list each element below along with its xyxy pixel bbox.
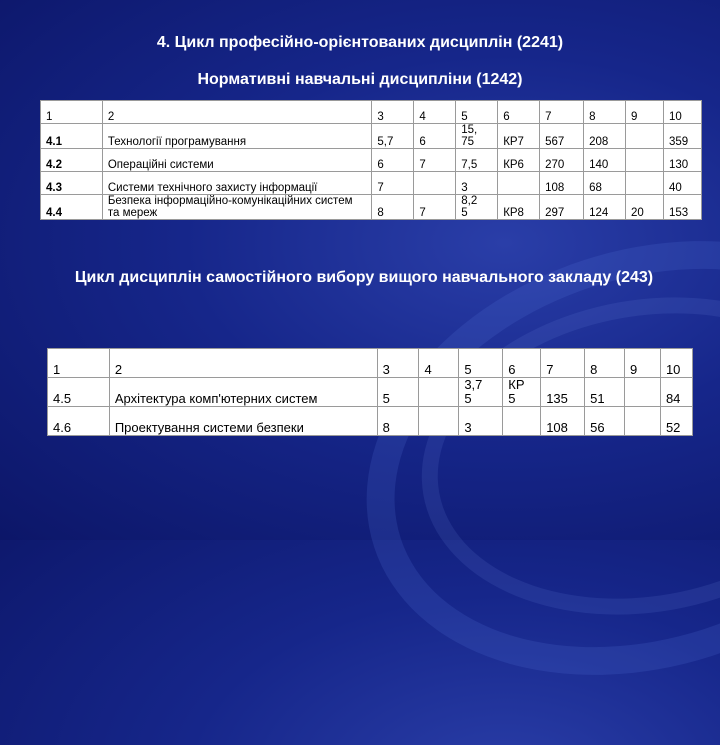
table-cell <box>419 407 459 436</box>
table-cell: 4.5 <box>48 378 110 407</box>
table-cell <box>626 172 664 195</box>
table-cell: КР 5 <box>503 378 541 407</box>
table-cell: 270 <box>540 149 584 172</box>
table-cell: Технології програмування <box>102 124 372 149</box>
table-cell <box>626 124 664 149</box>
table-cell: Проектування системи безпеки <box>109 407 377 436</box>
normative-disciplines-table <box>40 100 702 220</box>
table-row <box>48 378 693 407</box>
table-header-cell: 4 <box>419 349 459 378</box>
table-cell: 4.2 <box>41 149 103 172</box>
table-cell: 15, 75 <box>456 124 498 149</box>
table-cell: Операційні системи <box>102 149 372 172</box>
table-cell: 208 <box>584 124 626 149</box>
table-cell: 3,7 5 <box>459 378 503 407</box>
table-cell <box>419 378 459 407</box>
table-header-cell: 1 <box>48 349 110 378</box>
table-header-cell: 4 <box>414 101 456 124</box>
table-cell: 135 <box>541 378 585 407</box>
table-header-cell: 8 <box>584 101 626 124</box>
table-cell: 567 <box>540 124 584 149</box>
table-header-cell: 5 <box>456 101 498 124</box>
table-cell: КР8 <box>498 195 540 220</box>
table-cell: 7,5 <box>456 149 498 172</box>
table-cell: 56 <box>585 407 625 436</box>
table-header-cell: 6 <box>498 101 540 124</box>
table-row <box>48 407 693 436</box>
table-cell: 40 <box>663 172 701 195</box>
slide-heading-normative: Нормативні навчальні дисципліни (1242) <box>197 71 523 88</box>
table-cell: КР7 <box>498 124 540 149</box>
table-cell: 5,7 <box>372 124 414 149</box>
table-cell: 6 <box>372 149 414 172</box>
table-header-cell: 10 <box>660 349 692 378</box>
table-header-row <box>48 349 693 378</box>
table-cell: 124 <box>584 195 626 220</box>
table-header-cell: 2 <box>109 349 377 378</box>
table-cell <box>625 378 661 407</box>
table-cell: 108 <box>540 172 584 195</box>
table-cell: 4.1 <box>41 124 103 149</box>
table-cell: 84 <box>660 378 692 407</box>
table-cell: КР6 <box>498 149 540 172</box>
table-cell: 297 <box>540 195 584 220</box>
table-row <box>41 149 702 172</box>
table-header-cell: 10 <box>663 101 701 124</box>
slide-heading-cycle: 4. Цикл професійно-орієнтованих дисциплін (2241) <box>156 34 564 51</box>
table-header-cell: 3 <box>372 101 414 124</box>
table-cell <box>626 149 664 172</box>
table-row <box>41 195 702 220</box>
table-cell: 8,2 5 <box>456 195 498 220</box>
table-cell <box>498 172 540 195</box>
table-header-cell: 1 <box>41 101 103 124</box>
table-cell: 7 <box>414 149 456 172</box>
table-header-cell: 9 <box>625 349 661 378</box>
table-cell: 130 <box>663 149 701 172</box>
table-cell: 52 <box>660 407 692 436</box>
table-cell <box>414 172 456 195</box>
table-cell: 3 <box>459 407 503 436</box>
table-cell: 68 <box>584 172 626 195</box>
table-cell <box>625 407 661 436</box>
table-header-cell: 6 <box>503 349 541 378</box>
elective-disciplines-table <box>47 348 693 436</box>
slide-heading-elective: Цикл дисциплін самостійного вибору вищого навчального закладу (243) <box>74 269 654 286</box>
table-cell: 4.4 <box>41 195 103 220</box>
table-cell: 359 <box>663 124 701 149</box>
table-cell: Архітектура комп'ютерних систем <box>109 378 377 407</box>
table-cell: 8 <box>377 407 419 436</box>
table-header-cell: 8 <box>585 349 625 378</box>
table-cell <box>503 407 541 436</box>
table-header-cell: 7 <box>541 349 585 378</box>
table-cell: 3 <box>456 172 498 195</box>
table-header-row <box>41 101 702 124</box>
table-header-cell: 5 <box>459 349 503 378</box>
table-header-cell: 3 <box>377 349 419 378</box>
table-cell: 153 <box>663 195 701 220</box>
table-row <box>41 172 702 195</box>
table-cell: 8 <box>372 195 414 220</box>
table-cell: 4.6 <box>48 407 110 436</box>
table-row <box>41 124 702 149</box>
table-cell: Системи технічного захисту інформації <box>102 172 372 195</box>
table-cell: 7 <box>372 172 414 195</box>
table-cell: 6 <box>414 124 456 149</box>
table-header-cell: 7 <box>540 101 584 124</box>
table-cell: 51 <box>585 378 625 407</box>
table-cell: 20 <box>626 195 664 220</box>
table-cell: Безпека інформаційно-комунікаційних систем та мереж <box>102 195 372 220</box>
table-cell: 140 <box>584 149 626 172</box>
table-cell: 5 <box>377 378 419 407</box>
table-cell: 4.3 <box>41 172 103 195</box>
table-header-cell: 2 <box>102 101 372 124</box>
table-cell: 108 <box>541 407 585 436</box>
table-cell: 7 <box>414 195 456 220</box>
table-header-cell: 9 <box>626 101 664 124</box>
